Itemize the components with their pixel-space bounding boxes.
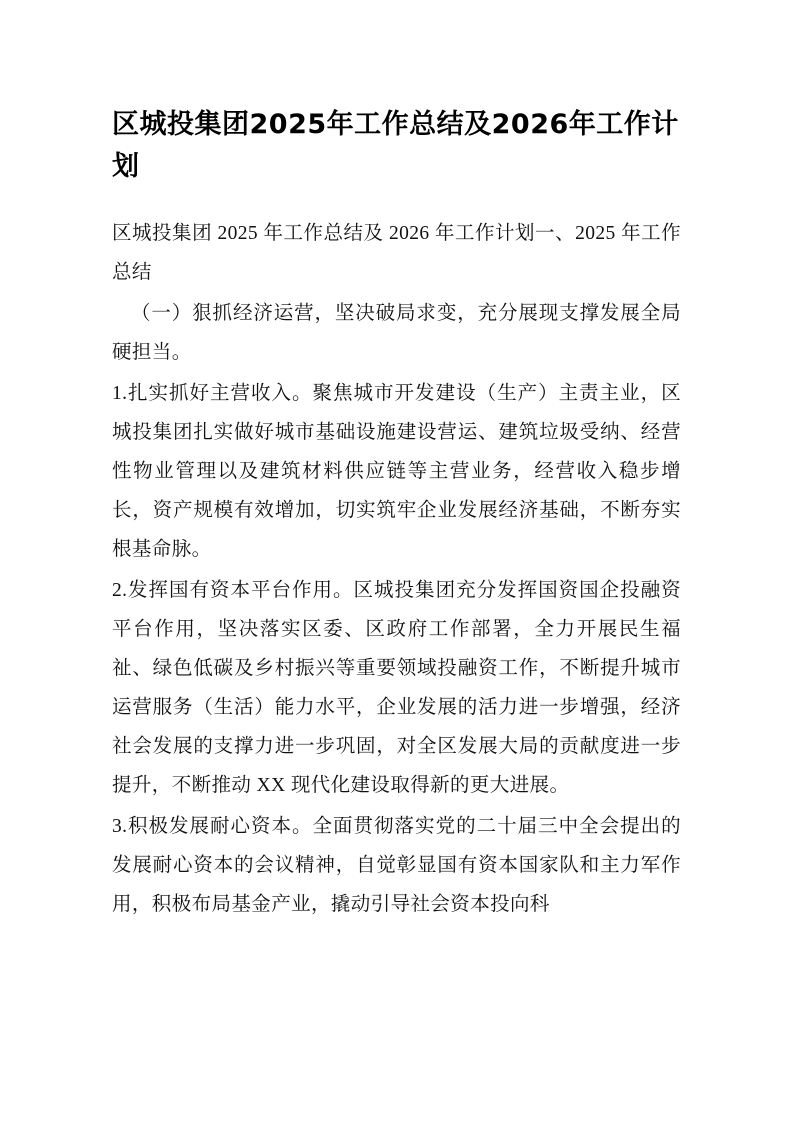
paragraph-5: 3.积极发展耐心资本。全面贯彻落实党的二十届三中全会提出的发展耐心资本的会议精神，自觉彰显国有资本国家队和主力军作用，积极布局基金产业，撬动引导社会资本投向科 (112, 816, 681, 915)
paragraph-1: 区城投集团 2025 年工作总结及 2026 年工作计划一、2025 年工作总结 (112, 223, 681, 283)
paragraph-3: 1.扎实抓好主营收入。聚焦城市开发建设（生产）主责主业，区城投集团扎实做好城市基础设施建设营运、建筑垃圾受纳、经营性物业管理以及建筑材料供应链等主营业务，经营收入稳步增长，资产规模有效增加，切实筑牢企业发展经济基础，不断夯实根基命脉。 (112, 383, 681, 560)
paragraph-2: （一）狠抓经济运营，坚决破局求变，充分展现支撑发展全局硬担当。 (112, 303, 681, 363)
page-title: 区城投集团2025年工作总结及2026年工作计划 (112, 109, 679, 182)
document-body (112, 214, 681, 924)
paragraph-4: 2.发挥国有资本平台作用。区城投集团充分发挥国资国企投融资平台作用，坚决落实区委、区政府工作部署，全力开展民生福祉、绿色低碳及乡村振兴等重要领域投融资工作，不断提升城市运营服务（生活）能力水平，企业发展的活力进一步增强，经济社会发展的支撑力进一步巩固，对全区发展大局的贡献度进一步提升，不断推动 XX 现代化建设取得新的更大进展。 (112, 580, 681, 796)
